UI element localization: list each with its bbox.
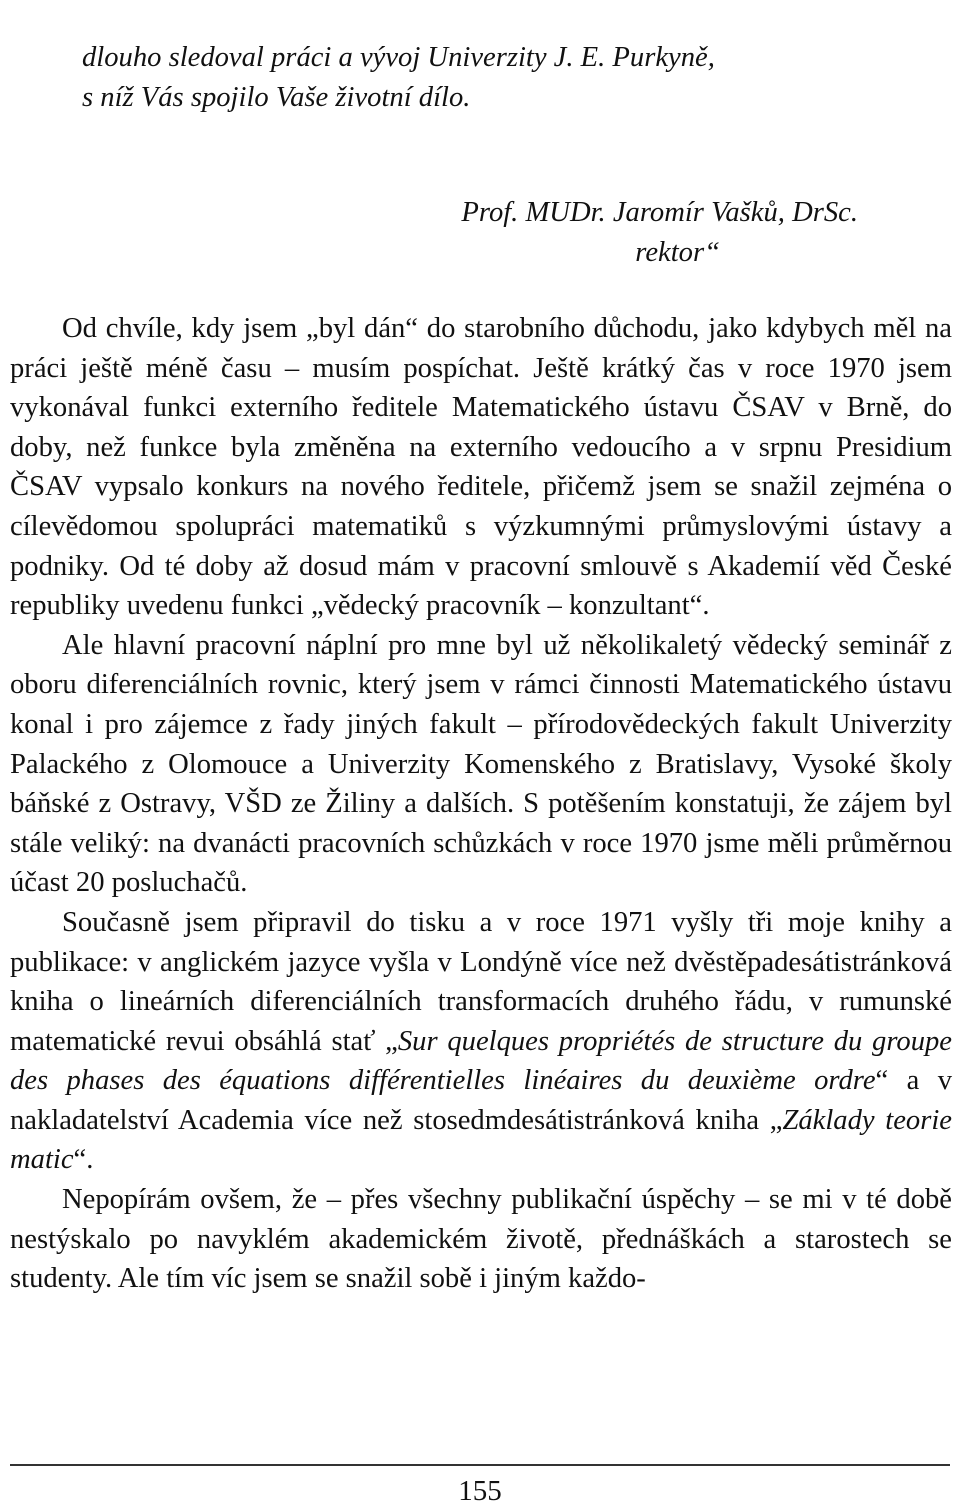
- paragraph-1: Od chvíle, kdy jsem „byl dán“ do starobního důchodu, jako kdybych měl na práci ještě méně času – musím pospíchat. Ještě krátký čas v roce 1970 jsem vykonával funkci externího ředitele Matematického ústavu ČSAV v Brně, do doby, než funkce byla změněna na externího vedoucího a v srpnu Presidium ČSAV vypsalo konkurs na nového ředitele, přičemž jsem se snažil zejména o cílevědomou spolupráci matematiků s výzkumnými průmyslovými ústavy a podniky. Od té doby až dosud mám v pracovní smlouvě s Akademií věd České republiky uvedenu funkci „vědecký pracovník – konzultant“.: [10, 313, 952, 622]
- page-body: [10, 38, 952, 1299]
- paragraph-3-text-c: “.: [73, 1144, 94, 1176]
- paragraph-4: Nepopírám ovšem, že – přes všechny publikační úspěchy – se mi v té době nestýskalo po navyklém akademickém životě, přednáškách a starostech se studenty. Ale tím víc jsem se snažil sobě i jiným každo-: [10, 1184, 952, 1295]
- paragraph-3-text-b: “ a v nakladatelství Academia více než stosedmdesátistránková kniha „: [10, 1065, 952, 1136]
- page-number: 155: [458, 1475, 502, 1507]
- quote-line-2: s níž Vás spojilo Vaše životní dílo.: [82, 82, 471, 113]
- paragraph-2: Ale hlavní pracovní náplní pro mne byl už několikaletý vědecký seminář z oboru diferenciálních rovnic, který jsem v rámci činnosti Matematického ústavu konal i pro zájemce z řady jiných fakult – přírodovědeckých fakult Univerzity Palackého z Olomouce a Univerzity Komenského z Bratislavy, Vysoké školy báňské z Ostravy, VŠD ze Žiliny a dalších. S potěšením konstatuji, že zájem byl stále veliký: na dvanácti pracovních schůzkách v roce 1970 jsme měli průměrnou účast 20 posluchačů.: [10, 629, 952, 899]
- publication-title-french: Sur quelques propriétés de structure du groupe des phases des équations différentielles linéaires du deuxième ordre: [10, 1025, 952, 1097]
- footer-rule: [10, 1464, 950, 1466]
- publication-title-czech: Základy teorie matic: [10, 1104, 952, 1176]
- spacer: [10, 273, 952, 309]
- signatory-role: rektor“: [635, 237, 720, 268]
- quote-line-1: dlouho sledoval práci a vývoj Univerzity J. E. Purkyně,: [82, 42, 715, 73]
- letter-quote: [82, 38, 952, 118]
- letter-signature: [10, 193, 858, 273]
- paragraph-3-text-a: Současně jsem připravil do tisku a v roce 1971 vyšly tři moje knihy a publikace: v anglickém jazyce vyšla v Londýně více než dvěstěpadesátistránková kniha o lineárních diferenciálních transformacích druhého řádu, v rumunské matematické revui obsáhlá stať „: [10, 906, 952, 1057]
- paragraph-3: [10, 903, 952, 1180]
- signatory-name: Prof. MUDr. Jaromír Vašků, DrSc.: [461, 197, 858, 228]
- main-text: [10, 309, 952, 1299]
